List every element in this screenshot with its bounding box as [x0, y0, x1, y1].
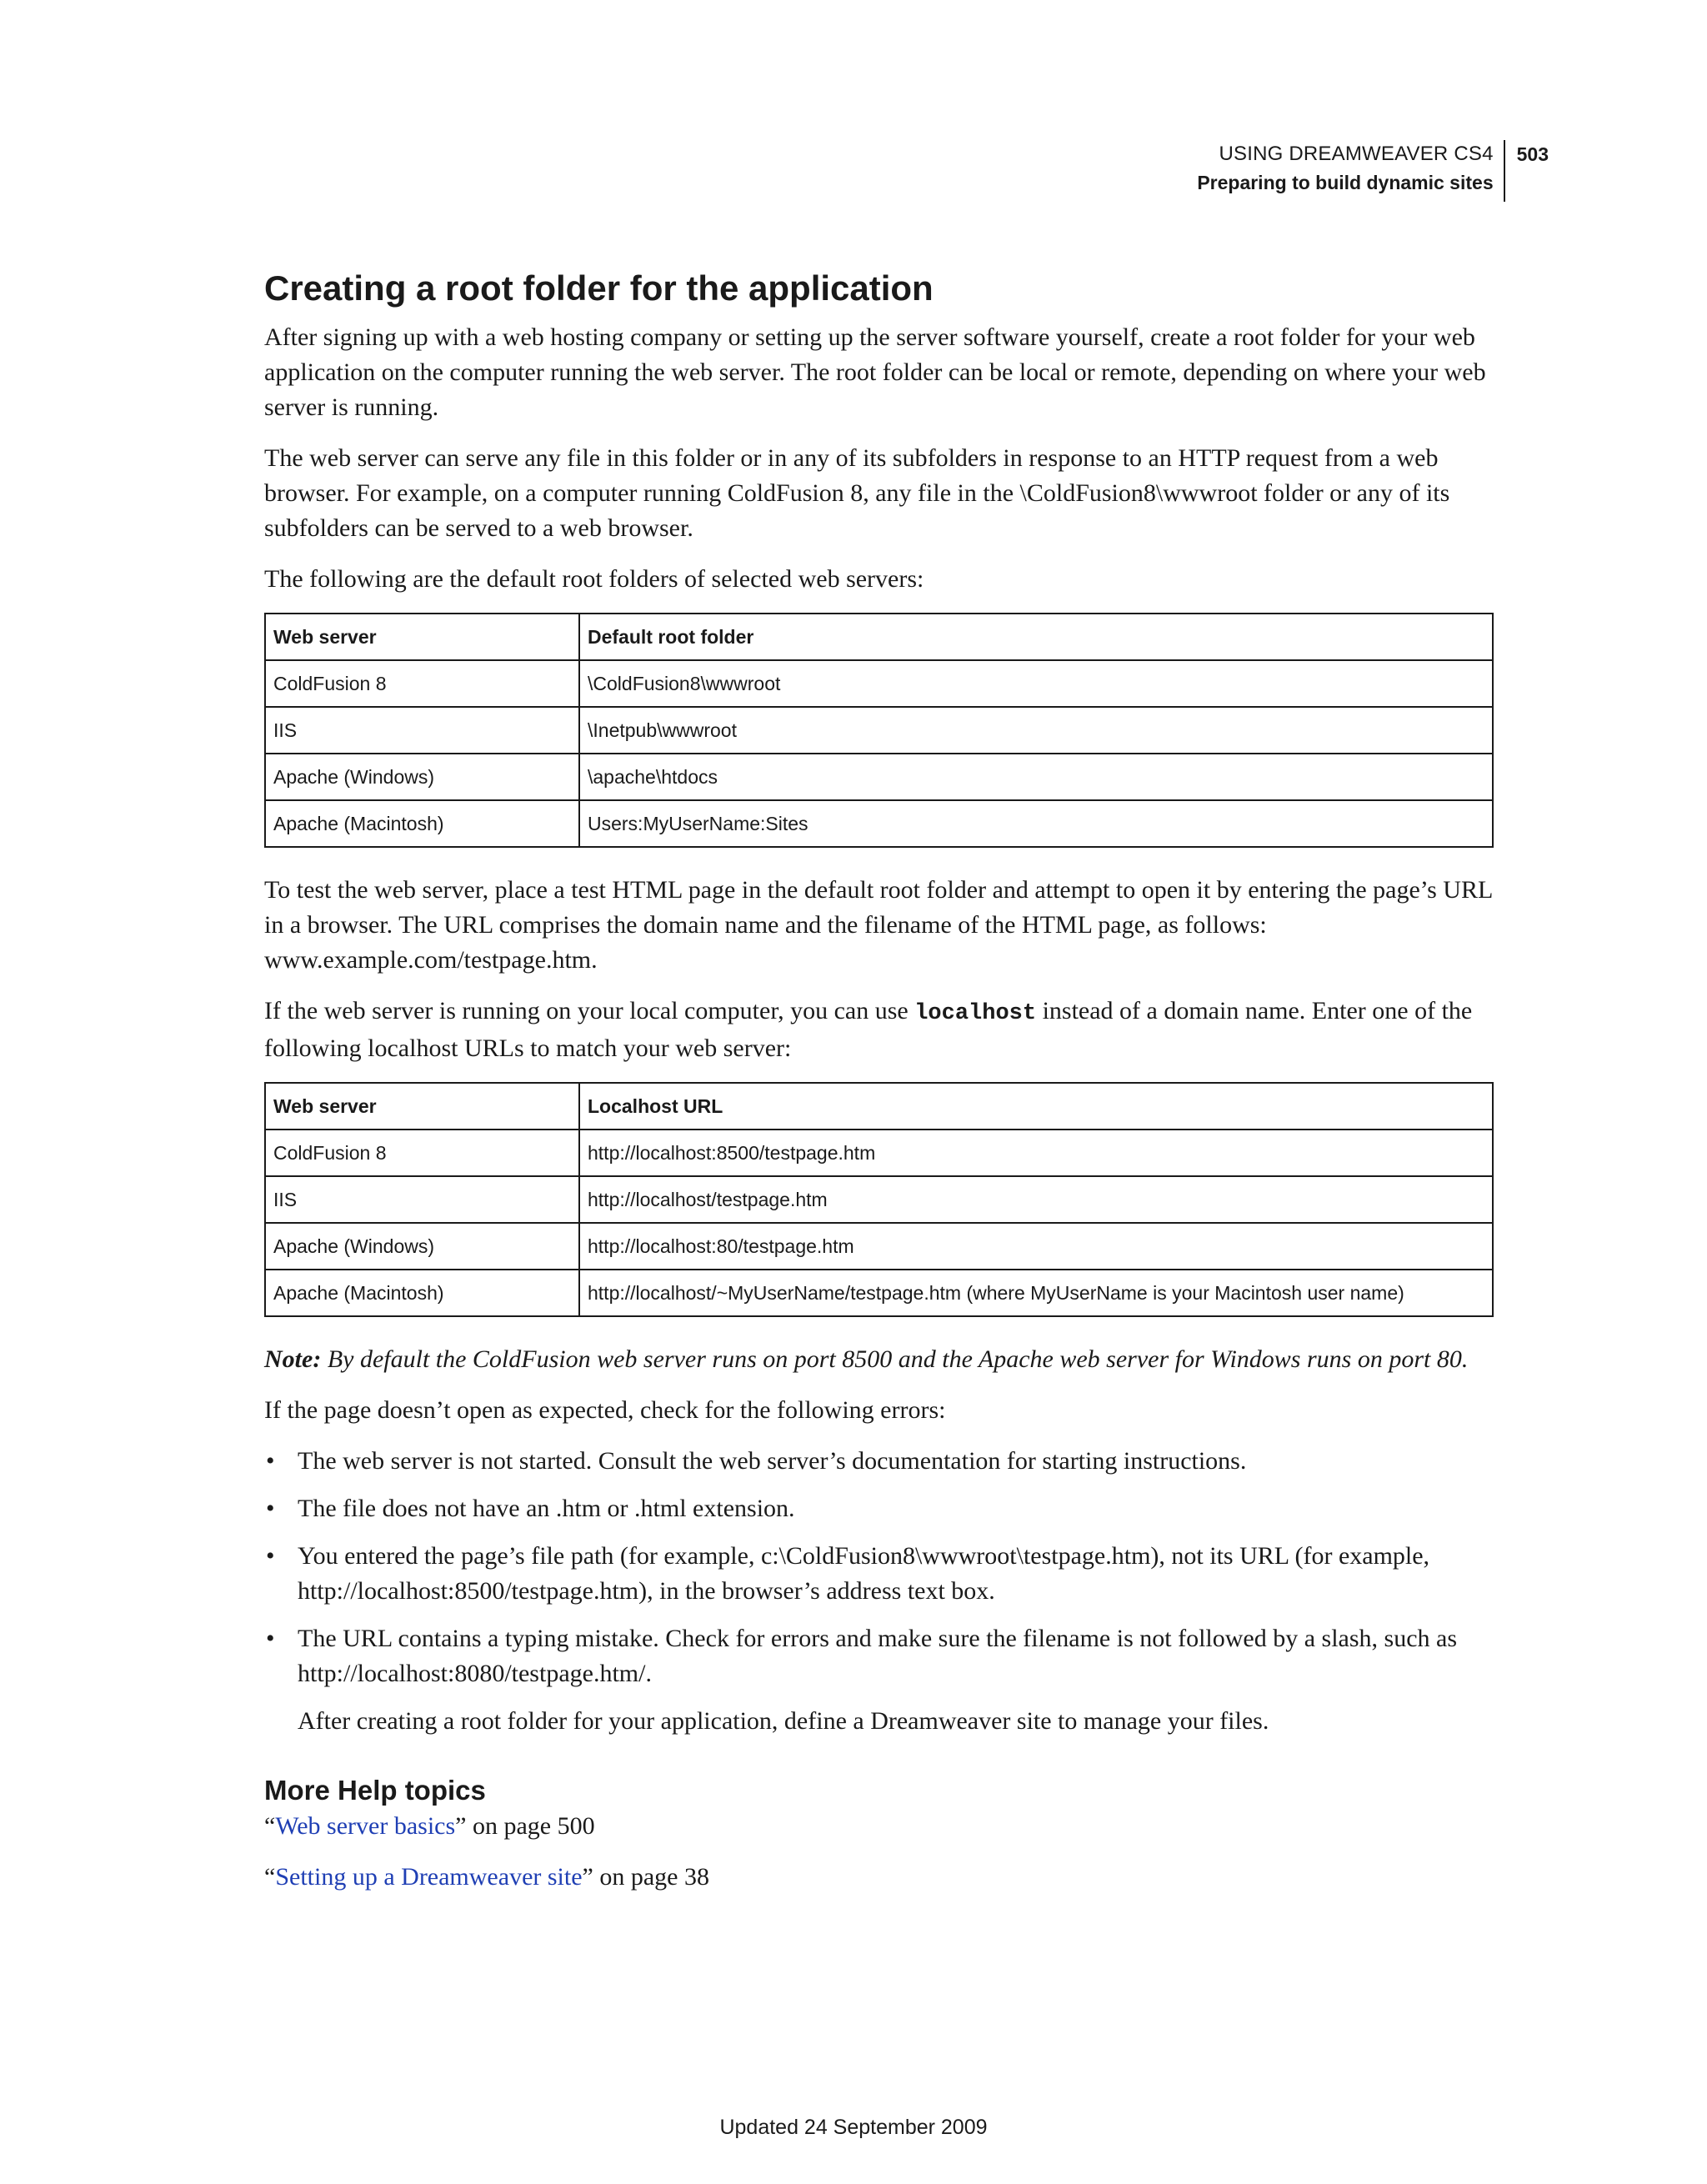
table-cell: Apache (Windows) [265, 1223, 579, 1270]
list-item-text: The URL contains a typing mistake. Check for errors and make sure the filename is not followed by a slash, such as http://localhost:8080/testpage.htm/. [298, 1625, 1458, 1687]
page-reference: ” on page 38 [582, 1863, 709, 1891]
book-title: USING DREAMWEAVER CS4 [1219, 143, 1494, 165]
bullet-icon: • [266, 1495, 275, 1522]
help-link-item [264, 1809, 1494, 1844]
open-quote: “ [264, 1863, 276, 1891]
table-row [265, 1130, 1493, 1176]
list-item [264, 1491, 1494, 1526]
running-header [1197, 140, 1549, 202]
list-item-text: You entered the page’s file path (for example, c:\ColdFusion8\wwwroot\testpage.htm), not its URL (for example, http://localhost:8500/testpage.htm), in the browser’s address text box. [298, 1542, 1430, 1605]
table-header-row [265, 614, 1493, 660]
table-header-row [265, 1083, 1493, 1130]
test-server-paragraph: To test the web server, place a test HTML page in the default root folder and attempt to open it by entering the page’s URL in a browser. The URL comprises the domain name and the filename of the HTML page, as follows: www.example.com/testpage.htm. [264, 876, 1493, 974]
column-header: Web server [265, 614, 579, 660]
note-paragraph [264, 1342, 1494, 1377]
subfolder-paragraph: The web server can serve any file in this folder or in any of its subfolders in response to an HTTP request from a web browser. For example, on a computer running ColdFusion 8, any file in the \ColdFusion8\wwwroot folder or any of its subfolders can be served to a web browser. [264, 444, 1450, 542]
bullet-icon: • [266, 1447, 275, 1475]
column-header: Web server [265, 1083, 579, 1130]
root-folder-table [264, 613, 1494, 848]
list-item [264, 1539, 1494, 1609]
more-help-title: More Help topics [264, 1775, 486, 1806]
bullet-icon: • [266, 1625, 275, 1652]
note-text: By default the ColdFusion web server runs on port 8500 and the Apache web server for Windows runs on port 80. [321, 1345, 1469, 1373]
table-row [265, 754, 1493, 800]
table-row [265, 1270, 1493, 1316]
table-cell: http://localhost/testpage.htm [579, 1176, 1493, 1223]
help-link-item [264, 1860, 1494, 1895]
table-cell: \apache\htdocs [579, 754, 1493, 800]
table-row [265, 1223, 1493, 1270]
web-server-basics-link[interactable]: Web server basics [275, 1812, 456, 1840]
page-reference: ” on page 500 [455, 1812, 595, 1840]
table-row [265, 1176, 1493, 1223]
errors-lead: If the page doesn’t open as expected, check for the following errors: [264, 1396, 946, 1424]
list-item-text: The web server is not started. Consult the web server’s documentation for starting instructions. [298, 1447, 1247, 1475]
table-cell: \Inetpub\wwwroot [579, 707, 1493, 754]
table-cell: http://localhost/~MyUserName/testpage.htm (where MyUserName is your Macintosh user name) [579, 1270, 1493, 1316]
list-item-text: The file does not have an .htm or .html extension. [298, 1495, 795, 1522]
table-row [265, 800, 1493, 847]
list-item [264, 1444, 1494, 1479]
list-item [264, 1621, 1494, 1691]
localhost-text-after: instead of a domain name. Enter one of the following localhost URLs to match your web server: [264, 997, 1473, 1062]
main-content [264, 265, 1494, 1911]
table-cell: IIS [265, 1176, 579, 1223]
page-number: 503 [1516, 143, 1549, 165]
open-quote: “ [264, 1812, 276, 1840]
chapter-title: Preparing to build dynamic sites [1197, 172, 1494, 193]
table-cell: Apache (Windows) [265, 754, 579, 800]
bullet-icon: • [266, 1542, 275, 1570]
localhost-code: localhost [914, 1001, 1037, 1026]
table-row [265, 660, 1493, 707]
table-cell: http://localhost:8500/testpage.htm [579, 1130, 1493, 1176]
note-label: Note: [264, 1345, 322, 1373]
table-cell: http://localhost:80/testpage.htm [579, 1223, 1493, 1270]
table-cell: ColdFusion 8 [265, 660, 579, 707]
root-folders-lead: The following are the default root folders of selected web servers: [264, 565, 924, 593]
section-title: Creating a root folder for the application [264, 268, 934, 308]
table-cell: IIS [265, 707, 579, 754]
setting-up-site-link[interactable]: Setting up a Dreamweaver site [275, 1863, 583, 1891]
localhost-paragraph [264, 994, 1494, 1066]
more-help-section [264, 1772, 1494, 1895]
table-cell: Apache (Macintosh) [265, 800, 579, 847]
closing-paragraph: After creating a root folder for your application, define a Dreamweaver site to manage your files. [298, 1707, 1269, 1735]
intro-paragraph: After signing up with a web hosting company or setting up the server software yourself, create a root folder for your web application on the computer running the web server. The root folder can be local or remote, depending on where your web server is running. [264, 323, 1486, 421]
localhost-text-before: If the web server is running on your local computer, you can use [264, 997, 915, 1024]
table-cell: Apache (Macintosh) [265, 1270, 579, 1316]
table-cell: \ColdFusion8\wwwroot [579, 660, 1493, 707]
table-cell: Users:MyUserName:Sites [579, 800, 1493, 847]
column-header: Default root folder [579, 614, 1493, 660]
column-header: Localhost URL [579, 1083, 1493, 1130]
localhost-url-table [264, 1082, 1494, 1317]
running-header-titles [1197, 140, 1504, 202]
footer-update-date: Updated 24 September 2009 [719, 2116, 988, 2139]
table-cell: ColdFusion 8 [265, 1130, 579, 1176]
error-list [264, 1444, 1494, 1691]
table-row [265, 707, 1493, 754]
